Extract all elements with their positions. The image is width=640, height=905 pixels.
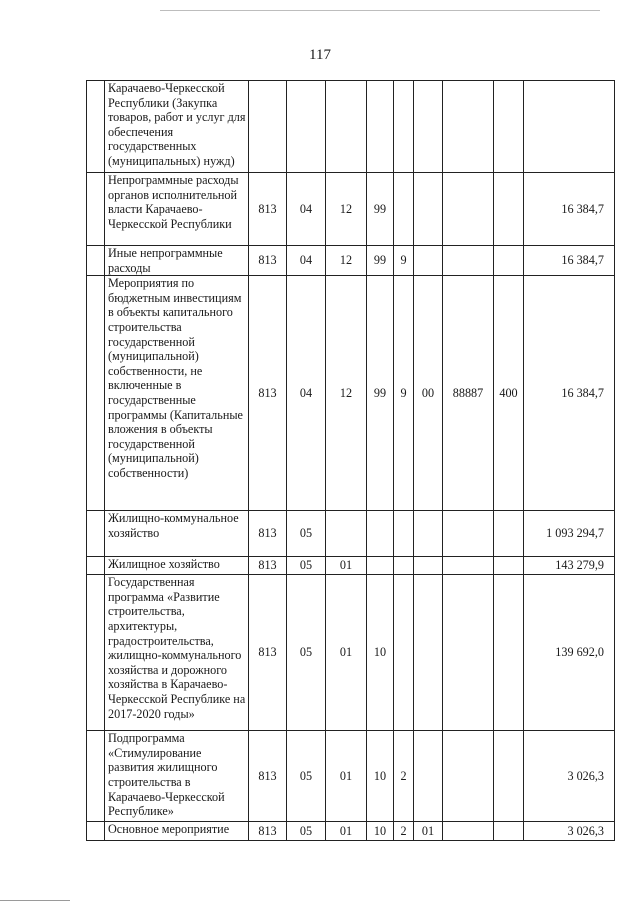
item-name-cell: Государственная программа «Развитие строительства, архитектуры, градостроительства, жилищно-коммунального хозяйства и дорожного хозяйства в Карачаево-Черкесской Республике на 2017-2020 годы» (105, 575, 249, 731)
code-cell-gr: 813 (249, 173, 287, 246)
code-cell-c4 (443, 173, 494, 246)
table-row (87, 276, 615, 511)
code-cell-pr: 01 (326, 557, 367, 575)
item-name-cell: Непрограммные расходы органов исполнительной власти Карачаево-Черкесской Республики (105, 173, 249, 246)
margin-cell (87, 731, 105, 822)
code-cell-gr: 813 (249, 822, 287, 841)
code-cell-c4 (443, 557, 494, 575)
scan-mark-bottom (0, 900, 70, 901)
code-cell-vr (494, 557, 524, 575)
code-cell-c3 (414, 246, 443, 276)
code-cell-vr (494, 246, 524, 276)
item-name-cell: Мероприятия по бюджетным инвестициям в объекты капитального строительства государственной (муниципальной) собственности, не включенные в государственные программы (Капитальные вложения в объекты государственной (муниципальной) собственности) (105, 276, 249, 511)
code-cell-c4 (443, 246, 494, 276)
code-cell-c4 (443, 81, 494, 173)
code-cell-vr (494, 822, 524, 841)
code-cell-vr (494, 81, 524, 173)
code-cell-c3 (414, 173, 443, 246)
code-cell-rz: 04 (287, 276, 326, 511)
amount-cell: 143 279,9 (524, 557, 615, 575)
code-cell-rz: 04 (287, 246, 326, 276)
code-cell-gr: 813 (249, 511, 287, 557)
code-cell-c4 (443, 575, 494, 731)
code-cell-c1: 99 (367, 276, 394, 511)
code-cell-c1: 10 (367, 731, 394, 822)
code-cell-c2: 9 (394, 246, 414, 276)
code-cell-vr (494, 731, 524, 822)
code-cell-rz: 05 (287, 822, 326, 841)
code-cell-c3 (414, 557, 443, 575)
code-cell-rz: 04 (287, 173, 326, 246)
code-cell-pr: 12 (326, 173, 367, 246)
item-name-cell: Иные непрограммные расходы (105, 246, 249, 276)
table-row (87, 575, 615, 731)
code-cell-gr (249, 81, 287, 173)
amount-cell: 139 692,0 (524, 575, 615, 731)
code-cell-c3: 00 (414, 276, 443, 511)
code-cell-c4: 88887 (443, 276, 494, 511)
code-cell-pr: 12 (326, 276, 367, 511)
code-cell-c1: 99 (367, 246, 394, 276)
code-cell-c2: 2 (394, 731, 414, 822)
code-cell-rz: 05 (287, 731, 326, 822)
amount-cell: 3 026,3 (524, 822, 615, 841)
margin-cell (87, 557, 105, 575)
code-cell-c2 (394, 557, 414, 575)
code-cell-pr: 01 (326, 822, 367, 841)
amount-cell: 16 384,7 (524, 173, 615, 246)
code-cell-rz: 05 (287, 511, 326, 557)
amount-cell: 16 384,7 (524, 246, 615, 276)
item-name-cell: Основное мероприятие (105, 822, 249, 841)
code-cell-vr (494, 575, 524, 731)
code-cell-c3 (414, 731, 443, 822)
amount-cell (524, 81, 615, 173)
budget-table (86, 80, 615, 841)
code-cell-vr: 400 (494, 276, 524, 511)
code-cell-c1: 99 (367, 173, 394, 246)
amount-cell: 16 384,7 (524, 276, 615, 511)
code-cell-rz: 05 (287, 575, 326, 731)
code-cell-pr: 12 (326, 246, 367, 276)
margin-cell (87, 173, 105, 246)
code-cell-c1 (367, 557, 394, 575)
code-cell-gr: 813 (249, 246, 287, 276)
table-row (87, 557, 615, 575)
code-cell-vr (494, 173, 524, 246)
code-cell-c1: 10 (367, 822, 394, 841)
margin-cell (87, 511, 105, 557)
code-cell-rz (287, 81, 326, 173)
margin-cell (87, 822, 105, 841)
code-cell-gr: 813 (249, 557, 287, 575)
amount-cell: 3 026,3 (524, 731, 615, 822)
margin-cell (87, 81, 105, 173)
table-row (87, 731, 615, 822)
scan-mark-top (160, 10, 600, 11)
code-cell-c2 (394, 81, 414, 173)
code-cell-c1: 10 (367, 575, 394, 731)
code-cell-c2 (394, 173, 414, 246)
code-cell-gr: 813 (249, 731, 287, 822)
code-cell-pr: 01 (326, 731, 367, 822)
code-cell-c3 (414, 81, 443, 173)
code-cell-c3 (414, 575, 443, 731)
code-cell-c2: 2 (394, 822, 414, 841)
table-row (87, 822, 615, 841)
margin-cell (87, 246, 105, 276)
margin-cell (87, 276, 105, 511)
code-cell-c2 (394, 511, 414, 557)
item-name-cell: Жилищное хозяйство (105, 557, 249, 575)
code-cell-c2 (394, 575, 414, 731)
code-cell-gr: 813 (249, 276, 287, 511)
code-cell-gr: 813 (249, 575, 287, 731)
table-row (87, 173, 615, 246)
item-name-cell: Подпрограмма «Стимулирование развития жилищного строительства в Карачаево-Черкесской Республике» (105, 731, 249, 822)
table-row (87, 246, 615, 276)
code-cell-vr (494, 511, 524, 557)
page-number: 117 (309, 47, 331, 63)
table-row (87, 511, 615, 557)
amount-cell: 1 093 294,7 (524, 511, 615, 557)
code-cell-c3: 01 (414, 822, 443, 841)
code-cell-pr (326, 511, 367, 557)
code-cell-c4 (443, 511, 494, 557)
code-cell-c4 (443, 822, 494, 841)
code-cell-rz: 05 (287, 557, 326, 575)
code-cell-c1 (367, 81, 394, 173)
code-cell-c1 (367, 511, 394, 557)
table-row (87, 81, 615, 173)
margin-cell (87, 575, 105, 731)
code-cell-c2: 9 (394, 276, 414, 511)
code-cell-pr: 01 (326, 575, 367, 731)
item-name-cell: Жилищно-коммунальное хозяйство (105, 511, 249, 557)
item-name-cell: Карачаево-Черкесской Республики (Закупка товаров, работ и услуг для обеспечения государственных (муниципальных) нужд) (105, 81, 249, 173)
code-cell-c3 (414, 511, 443, 557)
code-cell-pr (326, 81, 367, 173)
code-cell-c4 (443, 731, 494, 822)
